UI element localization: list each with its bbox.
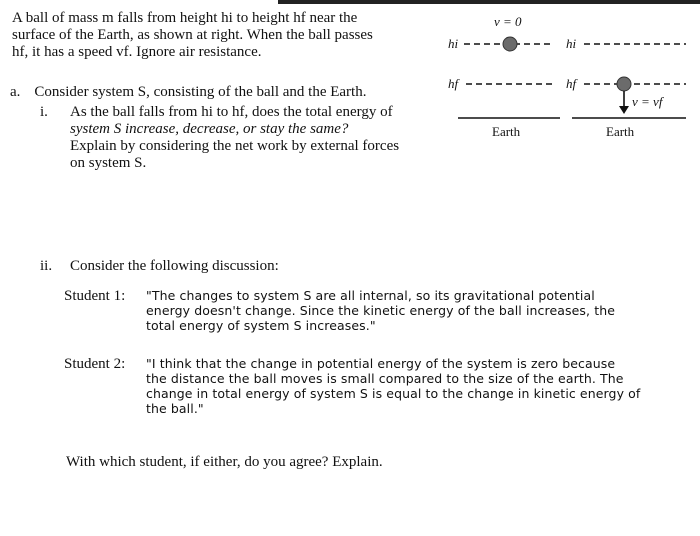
intro-line-2: surface of the Earth, as shown at right. When the ball passes [12, 27, 373, 43]
question-i-line-4: on system S. [70, 155, 147, 171]
student-2-quote [146, 356, 646, 416]
falling-ball-diagram [440, 8, 690, 148]
student-1-line-2: energy doesn't change. Since the kinetic energy of the ball increases, the [146, 303, 616, 318]
student-1-statement [64, 288, 646, 333]
question-i-line-1: As the ball falls from hi to hf, does the total energy of [70, 104, 393, 120]
right-hf-label: hf [566, 76, 577, 91]
part-a-text: Consider system S, consisting of the ball and the Earth. [34, 84, 367, 100]
right-ball [617, 77, 631, 91]
diagram-svg [440, 8, 690, 148]
student-2-line-2: the distance the ball moves is small compared to the size of the earth. The [146, 371, 624, 386]
student-1-line-1: "The changes to system S are all internal, so its gravitational potential [146, 288, 595, 303]
left-hi-label: hi [448, 36, 459, 51]
question-ii-text: Consider the following discussion: [70, 258, 279, 274]
student-1-quote [146, 288, 646, 333]
student-2-line-4: the ball." [146, 401, 204, 416]
student-2-line-3: change in total energy of system S is equal to the change in kinetic energy of [146, 386, 641, 401]
problem-intro [12, 10, 432, 61]
top-rule [278, 0, 700, 4]
student-1-label: Student 1: [64, 288, 126, 304]
part-a-label: a. [10, 84, 21, 100]
student-1-line-3: total energy of system S increases." [146, 318, 376, 333]
right-speed-label: v = vf [632, 94, 663, 109]
part-a [10, 84, 366, 101]
left-hf-label: hf [448, 76, 459, 91]
left-earth-label: Earth [492, 124, 521, 139]
question-i [40, 104, 420, 172]
left-ball [503, 37, 517, 51]
right-hi-label: hi [566, 36, 577, 51]
question-i-text [70, 104, 420, 172]
left-speed-label: v = 0 [494, 14, 522, 29]
student-2-label: Student 2: [64, 356, 126, 372]
right-earth-label: Earth [606, 124, 635, 139]
question-i-line-3: Explain by considering the net work by external forces [70, 138, 400, 154]
question-ii-number: ii. [40, 258, 53, 274]
final-question: With which student, if either, do you agree? Explain. [66, 454, 383, 470]
intro-line-3: hf, it has a speed vf. Ignore air resistance. [12, 44, 262, 60]
question-i-number: i. [40, 104, 48, 120]
student-2-statement [64, 356, 646, 416]
student-2-line-1: "I think that the change in potential energy of the system is zero because [146, 356, 616, 371]
question-ii [40, 258, 279, 275]
question-i-line-2: system S increase, decrease, or stay the same? [70, 121, 349, 137]
velocity-arrow-icon [619, 106, 629, 114]
intro-line-1: A ball of mass m falls from height hi to height hf near the [12, 10, 358, 26]
